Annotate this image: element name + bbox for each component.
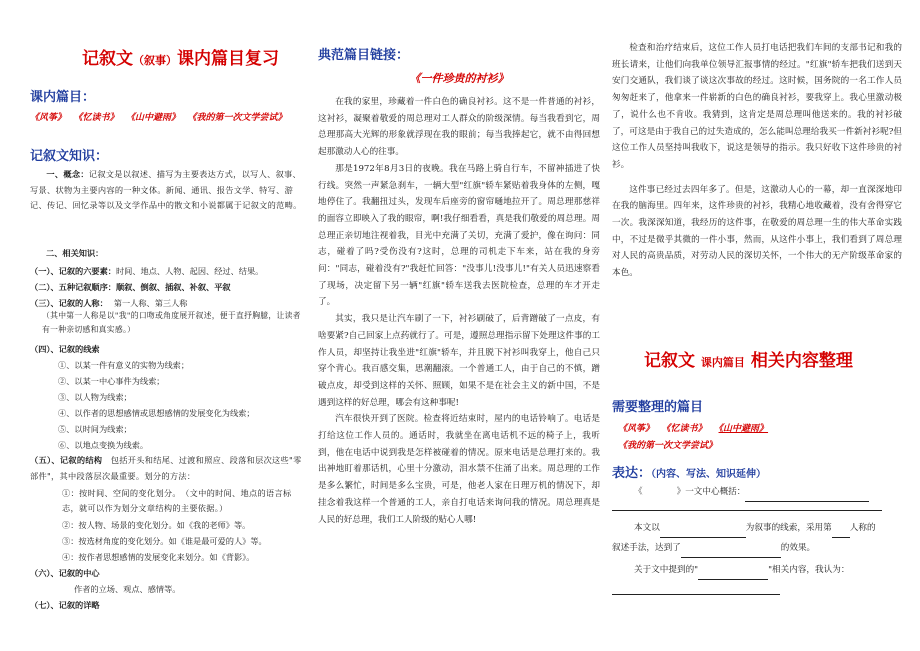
section-narrative-knowledge: 记叙文知识： bbox=[30, 149, 109, 164]
clue-item: ③、以人物为线索； bbox=[58, 392, 132, 402]
book-item: 《风筝》 bbox=[618, 424, 655, 434]
k2-text: 顺叙、倒叙、插叙、补叙、平叙 bbox=[115, 282, 231, 292]
clue-item: ②、以某一中心事件为线索； bbox=[58, 376, 165, 386]
book-item: 《山中避雨》 bbox=[130, 113, 181, 123]
fill4-b: "相关内容，我认为： bbox=[768, 565, 850, 575]
book-item: 《忆读书》 bbox=[666, 424, 707, 434]
essay-paragraph: 其实，我只是让汽车刷了一下，衬衫刷破了，后背蹭破了一点皮，有啥要紧?自己回家上点药就行了。可是，遵照总理指示留下处理这件事的工作人员，却坚持让我坐进"红旗"轿车，并且脱下衬衫叫我穿上，他自己只穿个背心。我百感交集，思潮翻滚。一个普通工人，由于自己的不慎，蹭破点皮，却受到这样的关怀、照顾，如果不是在社会主义的新中国，不是遇到这样的好总理，哪会有这种事呢! bbox=[318, 314, 600, 408]
answer-blank[interactable] bbox=[681, 547, 781, 558]
knowledge-person-note: （其中第一人称是以"我"的口吻或角度展开叙述，便于直抒胸臆，让读者有一种亲切感和真实感。） bbox=[42, 311, 301, 334]
concept-block bbox=[30, 167, 305, 214]
knowledge-center-text: 作者的立场、观点、感情等。 bbox=[74, 584, 181, 594]
concept-text: 记叙文是以叙述、描写为主要表达方式，以写人、叙事、写景、状物为主要内容的一种文体。新闻、通讯、报告文学、特写、游记、传记、回忆录等以及文学作品中的散文和小说都属于记叙文的范畴。 bbox=[30, 169, 302, 210]
struct-item: ③：按选材角度的变化划分。如《谁是最可爱的人》等。 bbox=[62, 536, 267, 546]
struct-item: ①：按时间、空间的变化划分。 （文中的时间、地点的语言标志，就可以作为划分文章结构的主要依据。） bbox=[62, 488, 292, 513]
k5-text: 包括开头和结尾、过渡和照应、段落和层次这些"零部件"，其中段落层次最重要。划分的方法： bbox=[30, 455, 302, 481]
left-main-title bbox=[82, 44, 279, 69]
concept-label: 一、概念： bbox=[46, 169, 89, 179]
title-part-a: 记叙文 bbox=[644, 351, 695, 371]
section-organize-texts: 需要整理的篇目 bbox=[612, 400, 704, 415]
k1-label: （一）、记叙的六要素： bbox=[30, 266, 116, 276]
k1-text: 时间、地点、人物、起因、经过、结果。 bbox=[115, 266, 264, 276]
fill2-b: 为叙事的线索，采用第 bbox=[745, 523, 832, 533]
book-item: 《忆读书》 bbox=[78, 113, 119, 123]
fill3-a: 叙述手法，达到了 bbox=[612, 543, 681, 553]
title-part-b: 课内篇目 bbox=[700, 356, 745, 369]
essay-paragraph: 在我的家里，珍藏着一件白色的确良衬衫。这不是一件普通的衬衫，这衬衫，凝聚着敬爱的周总理对工人群众的阶级深情。每当我看到它，周总理那高大光辉的形象就浮现在我的眼前；每当我捧起它，就不由得回想起那激动人心的往事。 bbox=[318, 97, 600, 158]
fill4-a: 关于文中提到的" bbox=[634, 565, 699, 575]
right-main-title bbox=[644, 346, 853, 371]
knowledge-six-elements bbox=[30, 264, 263, 278]
struct-item: ④：按作者思想感情的发展变化来划分。如《背影》。 bbox=[62, 552, 255, 562]
fill-line-1 bbox=[634, 482, 869, 502]
title-part-c: 课内篇目复习 bbox=[177, 49, 279, 69]
book-item: 《我的第一次文学尝试》 bbox=[192, 113, 287, 123]
k3-label: （三）、记叙的人称： bbox=[30, 298, 108, 308]
expression-sub: （内容、写法、知识延伸） bbox=[651, 469, 767, 480]
essay-continuation bbox=[612, 40, 902, 282]
section-course-texts: 课内篇目： bbox=[30, 90, 96, 105]
title-part-a: 记叙文 bbox=[82, 49, 133, 69]
answer-blank[interactable] bbox=[612, 510, 882, 511]
fill1-open: 《 bbox=[634, 487, 643, 497]
answer-blank[interactable] bbox=[612, 594, 780, 595]
book-item: 《风筝》 bbox=[30, 113, 67, 123]
book-list bbox=[618, 421, 780, 434]
book-item: 《山中避雨》 bbox=[718, 424, 769, 434]
model-text-heading: 典范篇目链接： bbox=[318, 48, 410, 63]
knowledge-structure bbox=[30, 452, 305, 484]
k5-label: （五）、记叙的结构 bbox=[30, 455, 103, 465]
fill1-label: 》一文中心概括： bbox=[676, 487, 746, 497]
knowledge-detail-label: （七）、记叙的详略 bbox=[30, 600, 100, 610]
title-part-c: 相关内容整理 bbox=[750, 351, 853, 371]
knowledge-label: 二、相关知识： bbox=[46, 248, 104, 258]
answer-blank[interactable] bbox=[698, 569, 768, 580]
fill3-b: 的效果。 bbox=[780, 543, 816, 553]
answer-blank[interactable] bbox=[660, 527, 746, 538]
answer-blank[interactable] bbox=[745, 491, 869, 502]
fill2-c: 人称的 bbox=[849, 523, 876, 533]
title-part-b: （叙事） bbox=[133, 54, 177, 67]
essay-paragraph: 那是1972年8月3日的夜晚。我在马路上骑自行车，不留神插进了快行线。突然一声紧急刹车，一辆大型"红旗"轿车紧贴着我身体的左侧，嘎地停住了。我翻扭过头，发现车后座旁的窗帘嗵地拉开了。周总理那慈祥的面容立即映入了我的眼帘，啊!我仔细看看，真是我们敬爱的周总理。周总理正亲切地注视着我，目光中充满了关切，充满了爱护，像在询问：同志，碰着了吗?受伤没有?这时，总理的司机走下车来，站在我的身旁问："同志，碰着没有?"我赶忙回答："没事儿!没事儿!"有关人员迅速察看了现场，决定留下另一辆"红旗"轿车送我去医院检查，总理的车才开走了。 bbox=[318, 163, 600, 308]
clue-item: ④、以作者的思想感情或思想感情的发展变化为线索； bbox=[58, 408, 255, 418]
clue-item: ①、以某一件有意义的实物为线索； bbox=[58, 360, 190, 370]
fill-line-2 bbox=[634, 518, 876, 538]
book-item: 《我的第一次文学尝试》 bbox=[618, 441, 718, 451]
essay-body bbox=[318, 94, 600, 528]
book-list-line2 bbox=[618, 438, 729, 451]
section-expression bbox=[612, 462, 766, 481]
struct-item: ②：按人物、场景的变化划分。如《我的老师》等。 bbox=[62, 520, 251, 530]
fill2-a: 本文以 bbox=[634, 523, 660, 533]
expression-label: 表达： bbox=[612, 466, 652, 481]
essay-title: 《一件珍贵的衬衫》 bbox=[409, 72, 509, 85]
clue-item: ⑤、以时间为线索； bbox=[58, 424, 132, 434]
knowledge-center-label: （六）、记叙的中心 bbox=[30, 568, 100, 578]
k2-label: （二）、五种记叙顺序： bbox=[30, 282, 116, 292]
clue-item: ⑥、以地点变换为线索。 bbox=[58, 440, 149, 450]
book-list bbox=[30, 110, 299, 123]
knowledge-narrative-order bbox=[30, 280, 231, 294]
fill-line-4 bbox=[634, 560, 849, 580]
knowledge-person bbox=[30, 296, 187, 310]
essay-paragraph: 检查和治疗结束后，这位工作人员打电话把我们车间的支部书记和我的班长请来，让他们向我单位领导汇报事情的经过。"红旗"轿车把我们送到天安门交通队，我们谈了谈这次事故的经过。这时候，国务院的一名工作人员匆匆赶来了，他拿来一件崭新的白色的确良衬衫，要我穿上。我心里激动极了，说什么也不肯收。我猜到，这肯定是周总理叫他送来的。我的衬衫破了，可这是由于我自己的过失造成的，怎么能叫总理给我买一件新衬衫呢?但这位工作人员坚持叫我收下，说这是领导的指示。我只好收下这件珍贵的衬衫。 bbox=[612, 43, 902, 170]
answer-blank[interactable] bbox=[832, 527, 850, 538]
essay-paragraph: 这件事已经过去四年多了。但是，这激动人心的一幕，却一直深深地印在我的脑海里。四年来，这件珍贵的衬衫，我精心地收藏着，没有舍得穿它一次。我深深知道，我经历的这件事，在敬爱的周总理一生的伟大革命实践中，不过是微乎其微的一件小事，然而，从这件小事上，我们看到了周总理对人民的高贵品质，对劳动人民的深切关怀，一个伟大的无产阶级革命家的本色。 bbox=[612, 184, 902, 279]
essay-paragraph: 汽车很快开到了医院。检查将近结束时，屋内的电话铃响了。电话是打给这位工作人员的。通话时，我就坐在离电话机不远的椅子上，我听到，他在电话中说到我是怎样被碰着的情况。原来电话是总理打来的。我出神地盯着那话机，心里十分激动，泪水禁不住涌了出来。周总理的工作是多么繁忙，时间是多么宝贵，可是，他老人家在日理万机的情况下，却挂念着我这样一个普通的工人，亲自打电话来询问我的情况。周总理真是人民的好总理，我们工人阶级的贴心人哪! bbox=[318, 414, 600, 525]
knowledge-clue-label: （四）、记叙的线索 bbox=[30, 344, 100, 354]
fill-line-3 bbox=[612, 538, 815, 558]
k3-text: 第一人称、第三人称 bbox=[113, 298, 188, 308]
